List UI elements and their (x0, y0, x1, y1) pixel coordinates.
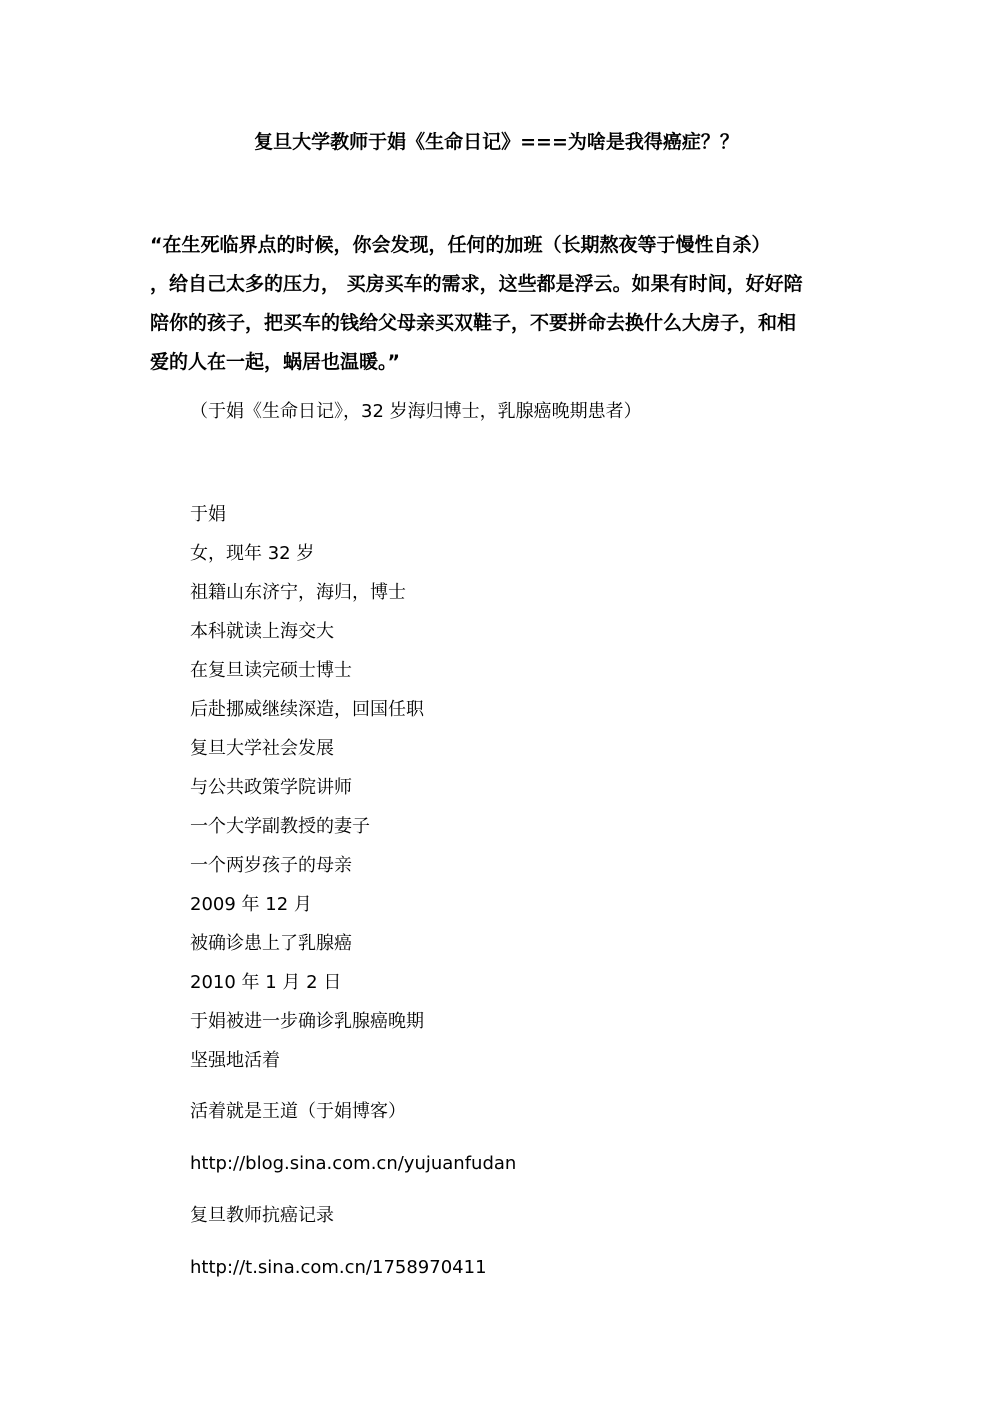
bio-line: 2009 年 12 月 (190, 894, 312, 915)
quote-line: “在生死临界点的时候，你会发现，任何的加班（长期熬夜等于慢性自杀） (150, 234, 771, 256)
bio-line: 女，现年 32 岁 (190, 543, 315, 564)
bio-line: 被确诊患上了乳腺癌 (190, 933, 352, 954)
bio-line: 后赴挪威继续深造，回国任职 (190, 699, 424, 720)
bio-line: 本科就读上海交大 (190, 621, 334, 642)
bio-line: 2010 年 1 月 2 日 (190, 972, 342, 993)
weibo-url-link[interactable]: http://t.sina.com.cn/1758970411 (190, 1257, 487, 1278)
blog-label: 活着就是王道（于娟博客） (190, 1101, 406, 1122)
bio-line: 一个大学副教授的妻子 (190, 816, 370, 837)
links-section (190, 1096, 516, 1304)
document-title: 复旦大学教师于娟《生命日记》===为啥是我得癌症？？ (254, 131, 739, 153)
quote-line: 爱的人在一起，蜗居也温暖。” (150, 351, 400, 373)
bio-line: 坚强地活着 (190, 1050, 280, 1071)
blog-url-link[interactable]: http://blog.sina.com.cn/yujuanfudan (190, 1153, 517, 1174)
bio-line: 于娟被进一步确诊乳腺癌晚期 (190, 1011, 424, 1032)
bio-line: 复旦大学社会发展 (190, 738, 334, 759)
weibo-label: 复旦教师抗癌记录 (190, 1205, 334, 1226)
bio-line: 祖籍山东济宁，海归，博士 (190, 582, 406, 603)
quote-line: 陪你的孩子，把买车的钱给父母亲买双鞋子，不要拼命去换什么大房子，和相 (150, 312, 797, 334)
bio-list (190, 500, 424, 1085)
bio-line: 在复旦读完硕士博士 (190, 660, 352, 681)
bio-line: 与公共政策学院讲师 (190, 777, 352, 798)
quote-attribution: （于娟《生命日记》，32 岁海归博士，乳腺癌晚期患者） (190, 401, 642, 422)
quote-line: ，给自己太多的压力， 买房买车的需求，这些都是浮云。如果有时间，好好陪 (150, 273, 803, 295)
bio-line: 一个两岁孩子的母亲 (190, 855, 352, 876)
quote-paragraph (150, 226, 850, 382)
bio-line: 于娟 (190, 504, 226, 525)
